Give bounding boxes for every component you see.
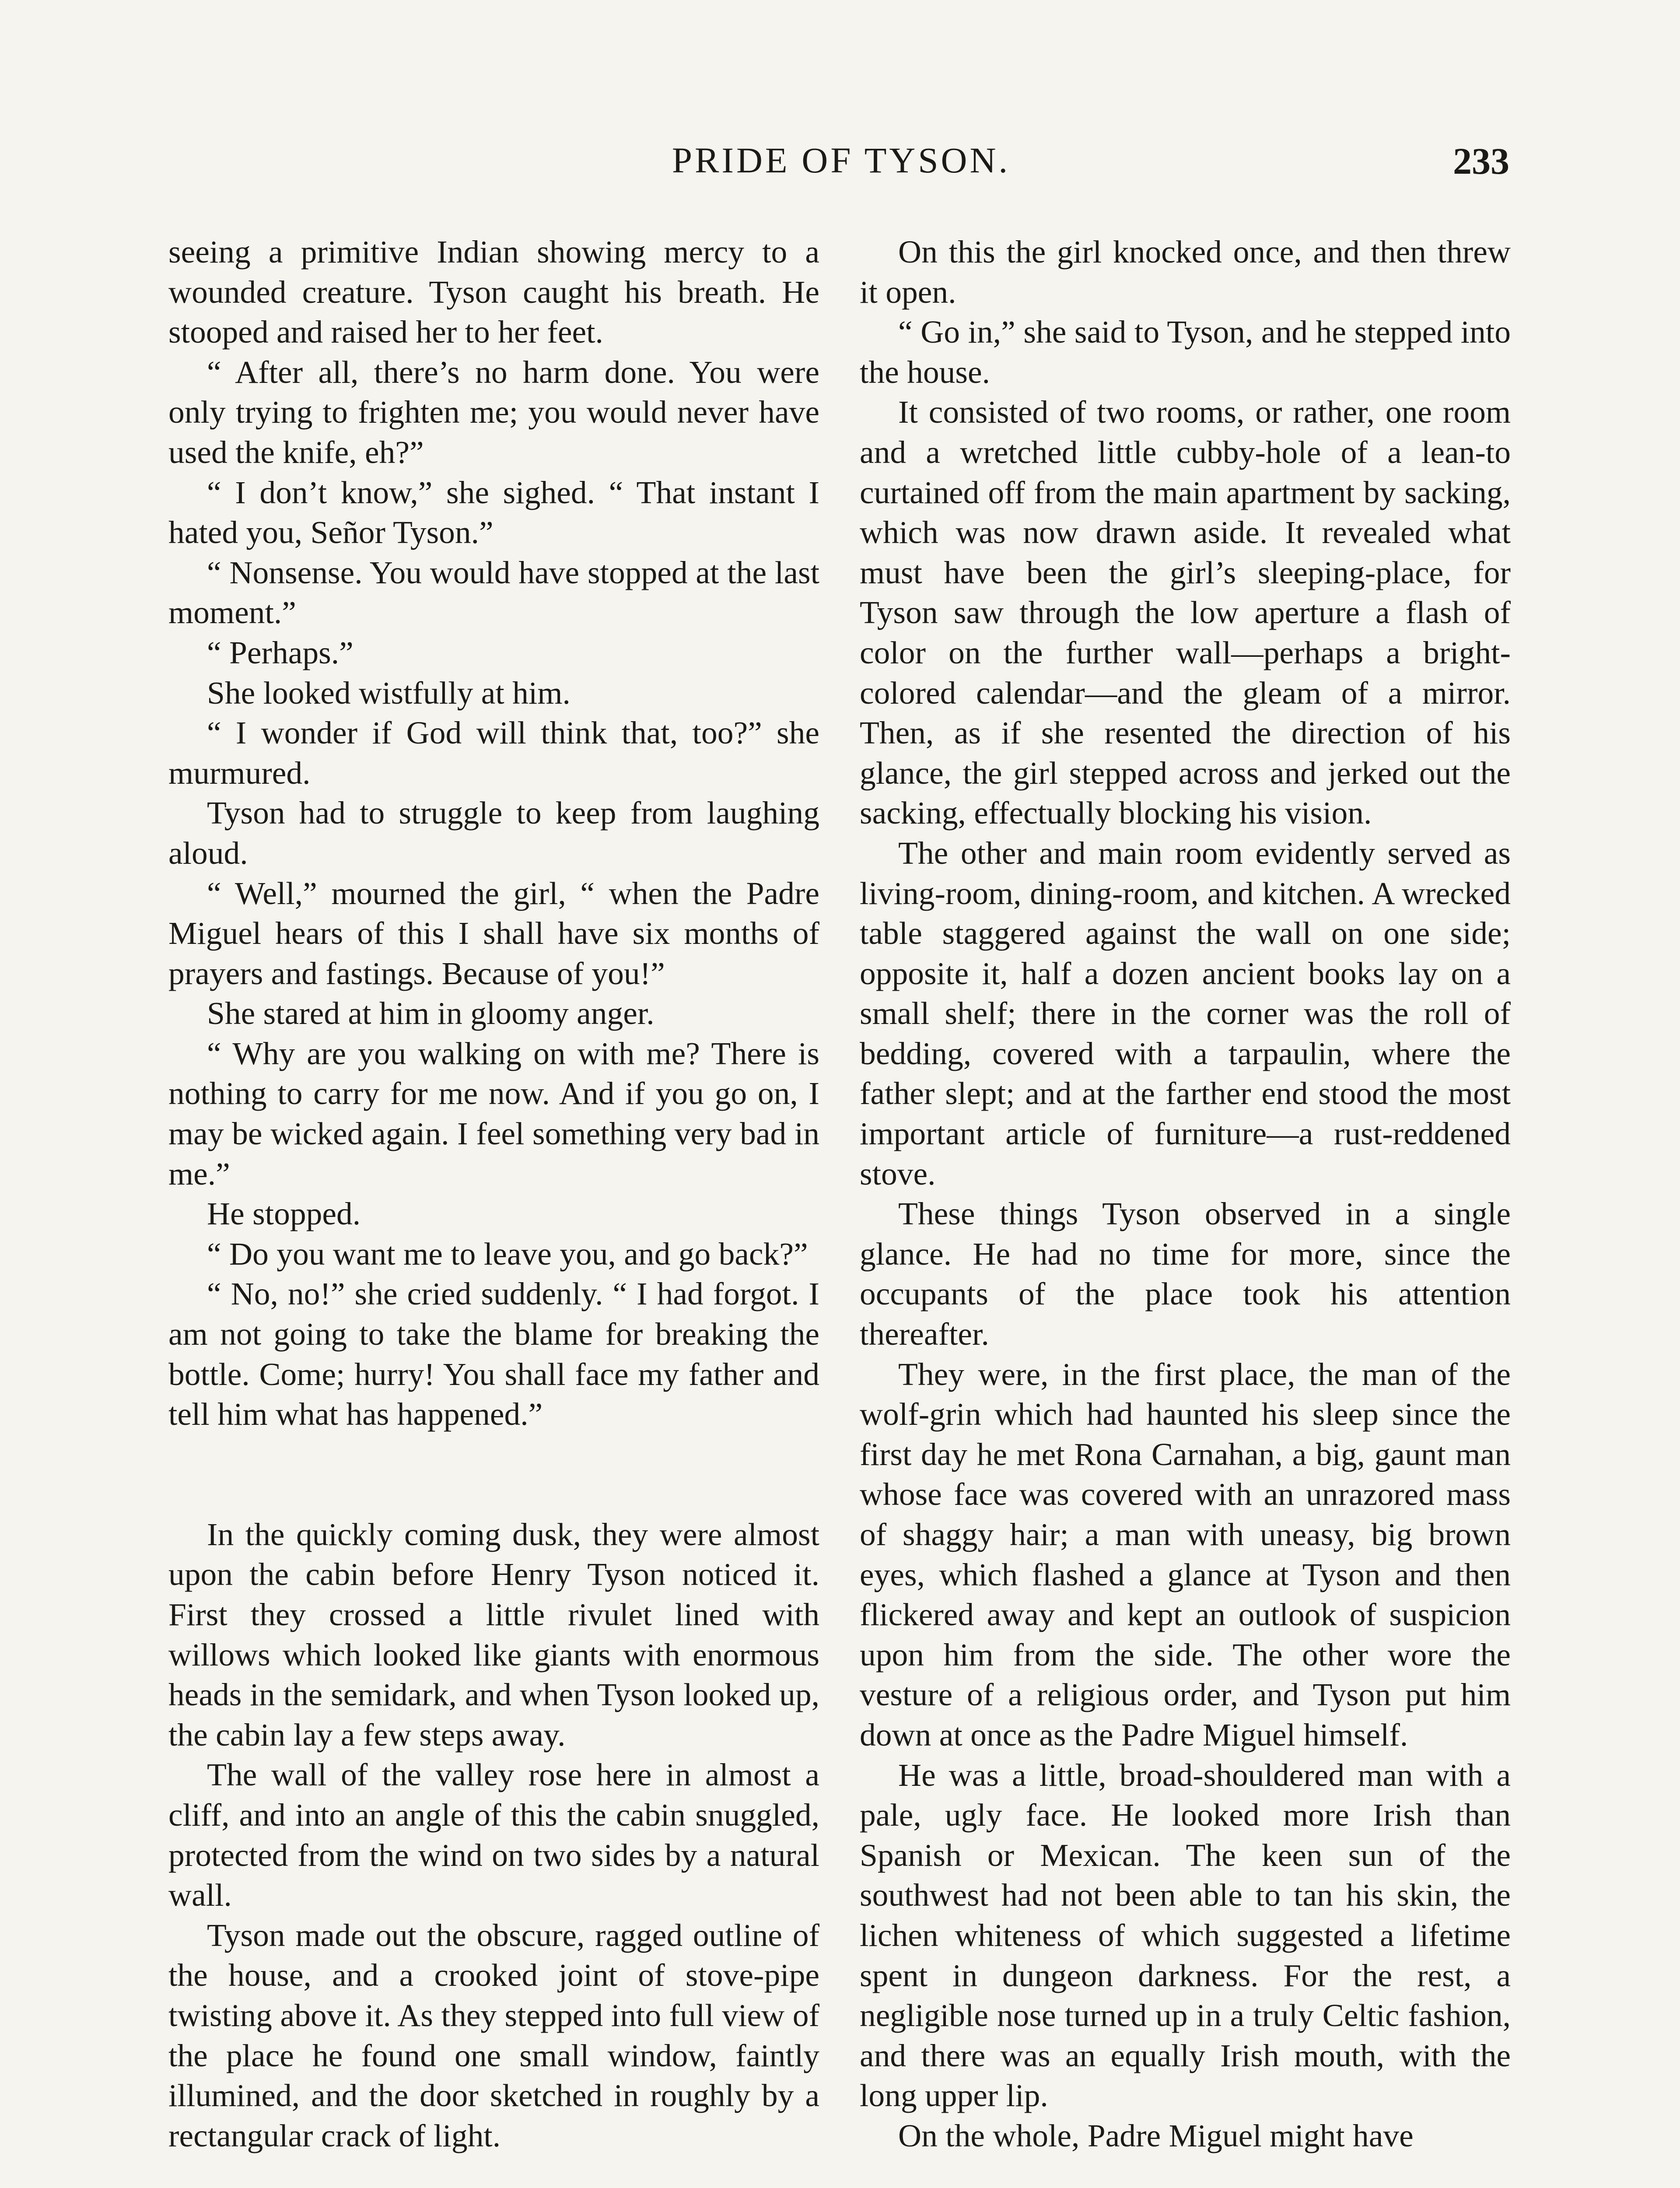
running-head: PRIDE OF TYSON. [672, 140, 1011, 180]
paragraph: “ Perhaps.” [207, 635, 354, 670]
paragraph: “ Why are you walking on with me? There is nothing to carry for me now. And if you go on, I may be wicked again. I feel something very bad in me.” [168, 1035, 819, 1192]
paragraph: In the quickly coming dusk, they were almost upon the cabin before Henry Tyson noticed it. First they crossed a little rivulet lined with willows which looked like giants with enormous heads in the semidark, and when Tyson looked up, the cabin lay a few steps away. [168, 1516, 819, 1753]
page-header [173, 139, 1509, 192]
paragraph: “ I wonder if God will think that, too?” she murmured. [168, 715, 819, 791]
paragraph: “ Well,” mourned the girl, “ when the Padre Miguel hears of this I shall have six months of prayers and fastings. Because of you!” [168, 875, 819, 991]
left-column [168, 232, 819, 2156]
paragraph: These things Tyson observed in a single glance. He had no time for more, since the occupants of the place took his attention thereafter. [860, 1196, 1511, 1352]
paragraph: The other and main room evidently served as living-room, dining-room, and kitchen. A wrecked table staggered against the wall on one side; opposite it, half a dozen ancient books lay on a small shelf; there in the corner was the roll of bedding, covered with a tarpaulin, where the father slept; and at the farther end stood the most important article of furniture—a rust-reddened stove. [860, 835, 1511, 1192]
paragraph: He was a little, broad-shouldered man with a pale, ugly face. He looked more Irish than Spanish or Mexican. The keen sun of the southwest had not been able to tan his skin, the lichen whiteness of which suggested a lifetime spent in dungeon darkness. For the rest, a negligible nose turned up in a truly Celtic fashion, and there was an equally Irish mouth, with the long upper lip. [860, 1757, 1511, 2114]
paragraph: They were, in the first place, the man of the wolf-grin which had haunted his sleep since the first day he met Rona Carnahan, a big, gaunt man whose face was covered with an unrazored mass of shaggy hair; a man with uneasy, big brown eyes, which flashed a glance at Tyson and then flickered away and kept an outlook of suspicion upon him from the side. The other wore the vesture of a religious order, and Tyson put him down at once as the Padre Miguel himself. [860, 1356, 1511, 1753]
page-number: 233 [1453, 140, 1509, 182]
paragraph: On this the girl knocked once, and then threw it open. [860, 234, 1511, 310]
paragraph: She stared at him in gloomy anger. [207, 996, 654, 1031]
paragraph: On the whole, Padre Miguel might have [898, 2118, 1414, 2153]
paragraph: “ I don’t know,” she sighed. “ That instant I hated you, Señor Tyson.” [168, 474, 819, 551]
paragraph: She looked wistfully at him. [207, 675, 570, 711]
paragraph: “ After all, there’s no harm done. You were only trying to frighten me; you would never have used the knife, eh?” [168, 354, 819, 470]
paragraph: He stopped. [207, 1196, 361, 1232]
paragraph: Tyson had to struggle to keep from laughing aloud. [168, 795, 819, 871]
paragraph: The wall of the valley rose here in almost a cliff, and into an angle of this the cabin snuggled, protected from the wind on two sides by a natural wall. [168, 1757, 819, 1913]
paragraph: Tyson made out the obscure, ragged outline of the house, and a crooked joint of stove-pipe twisting above it. As they stepped into full view of the place he found one small window, faintly illumined, and the door sketched in roughly by a rectangular crack of light. [168, 1917, 819, 2153]
paragraph: seeing a primitive Indian showing mercy to a wounded creature. Tyson caught his breath. He stooped and raised her to her feet. [168, 234, 819, 350]
paragraph: “ Nonsense. You would have stopped at the last moment.” [168, 554, 819, 631]
right-column [860, 232, 1511, 2156]
paragraph: “ No, no!” she cried suddenly. “ I had forgot. I am not going to take the blame for breaking the bottle. Come; hurry! You shall face my father and tell him what has happened.” [168, 1276, 819, 1432]
paragraph: “ Do you want me to leave you, and go back?” [207, 1236, 808, 1272]
paragraph: “ Go in,” she said to Tyson, and he stepped into the house. [860, 314, 1511, 390]
paragraph: It consisted of two rooms, or rather, one room and a wretched little cubby-hole of a lean-to curtained off from the main apartment by sacking, which was now drawn aside. It revealed what must have been the girl’s sleeping-place, for Tyson saw through the low aperture a flash of color on the further wall—perhaps a bright-colored calendar—and the gleam of a mirror. Then, as if she resented the direction of his glance, the girl stepped across and jerked out the sacking, effectually blocking his vision. [860, 394, 1511, 831]
